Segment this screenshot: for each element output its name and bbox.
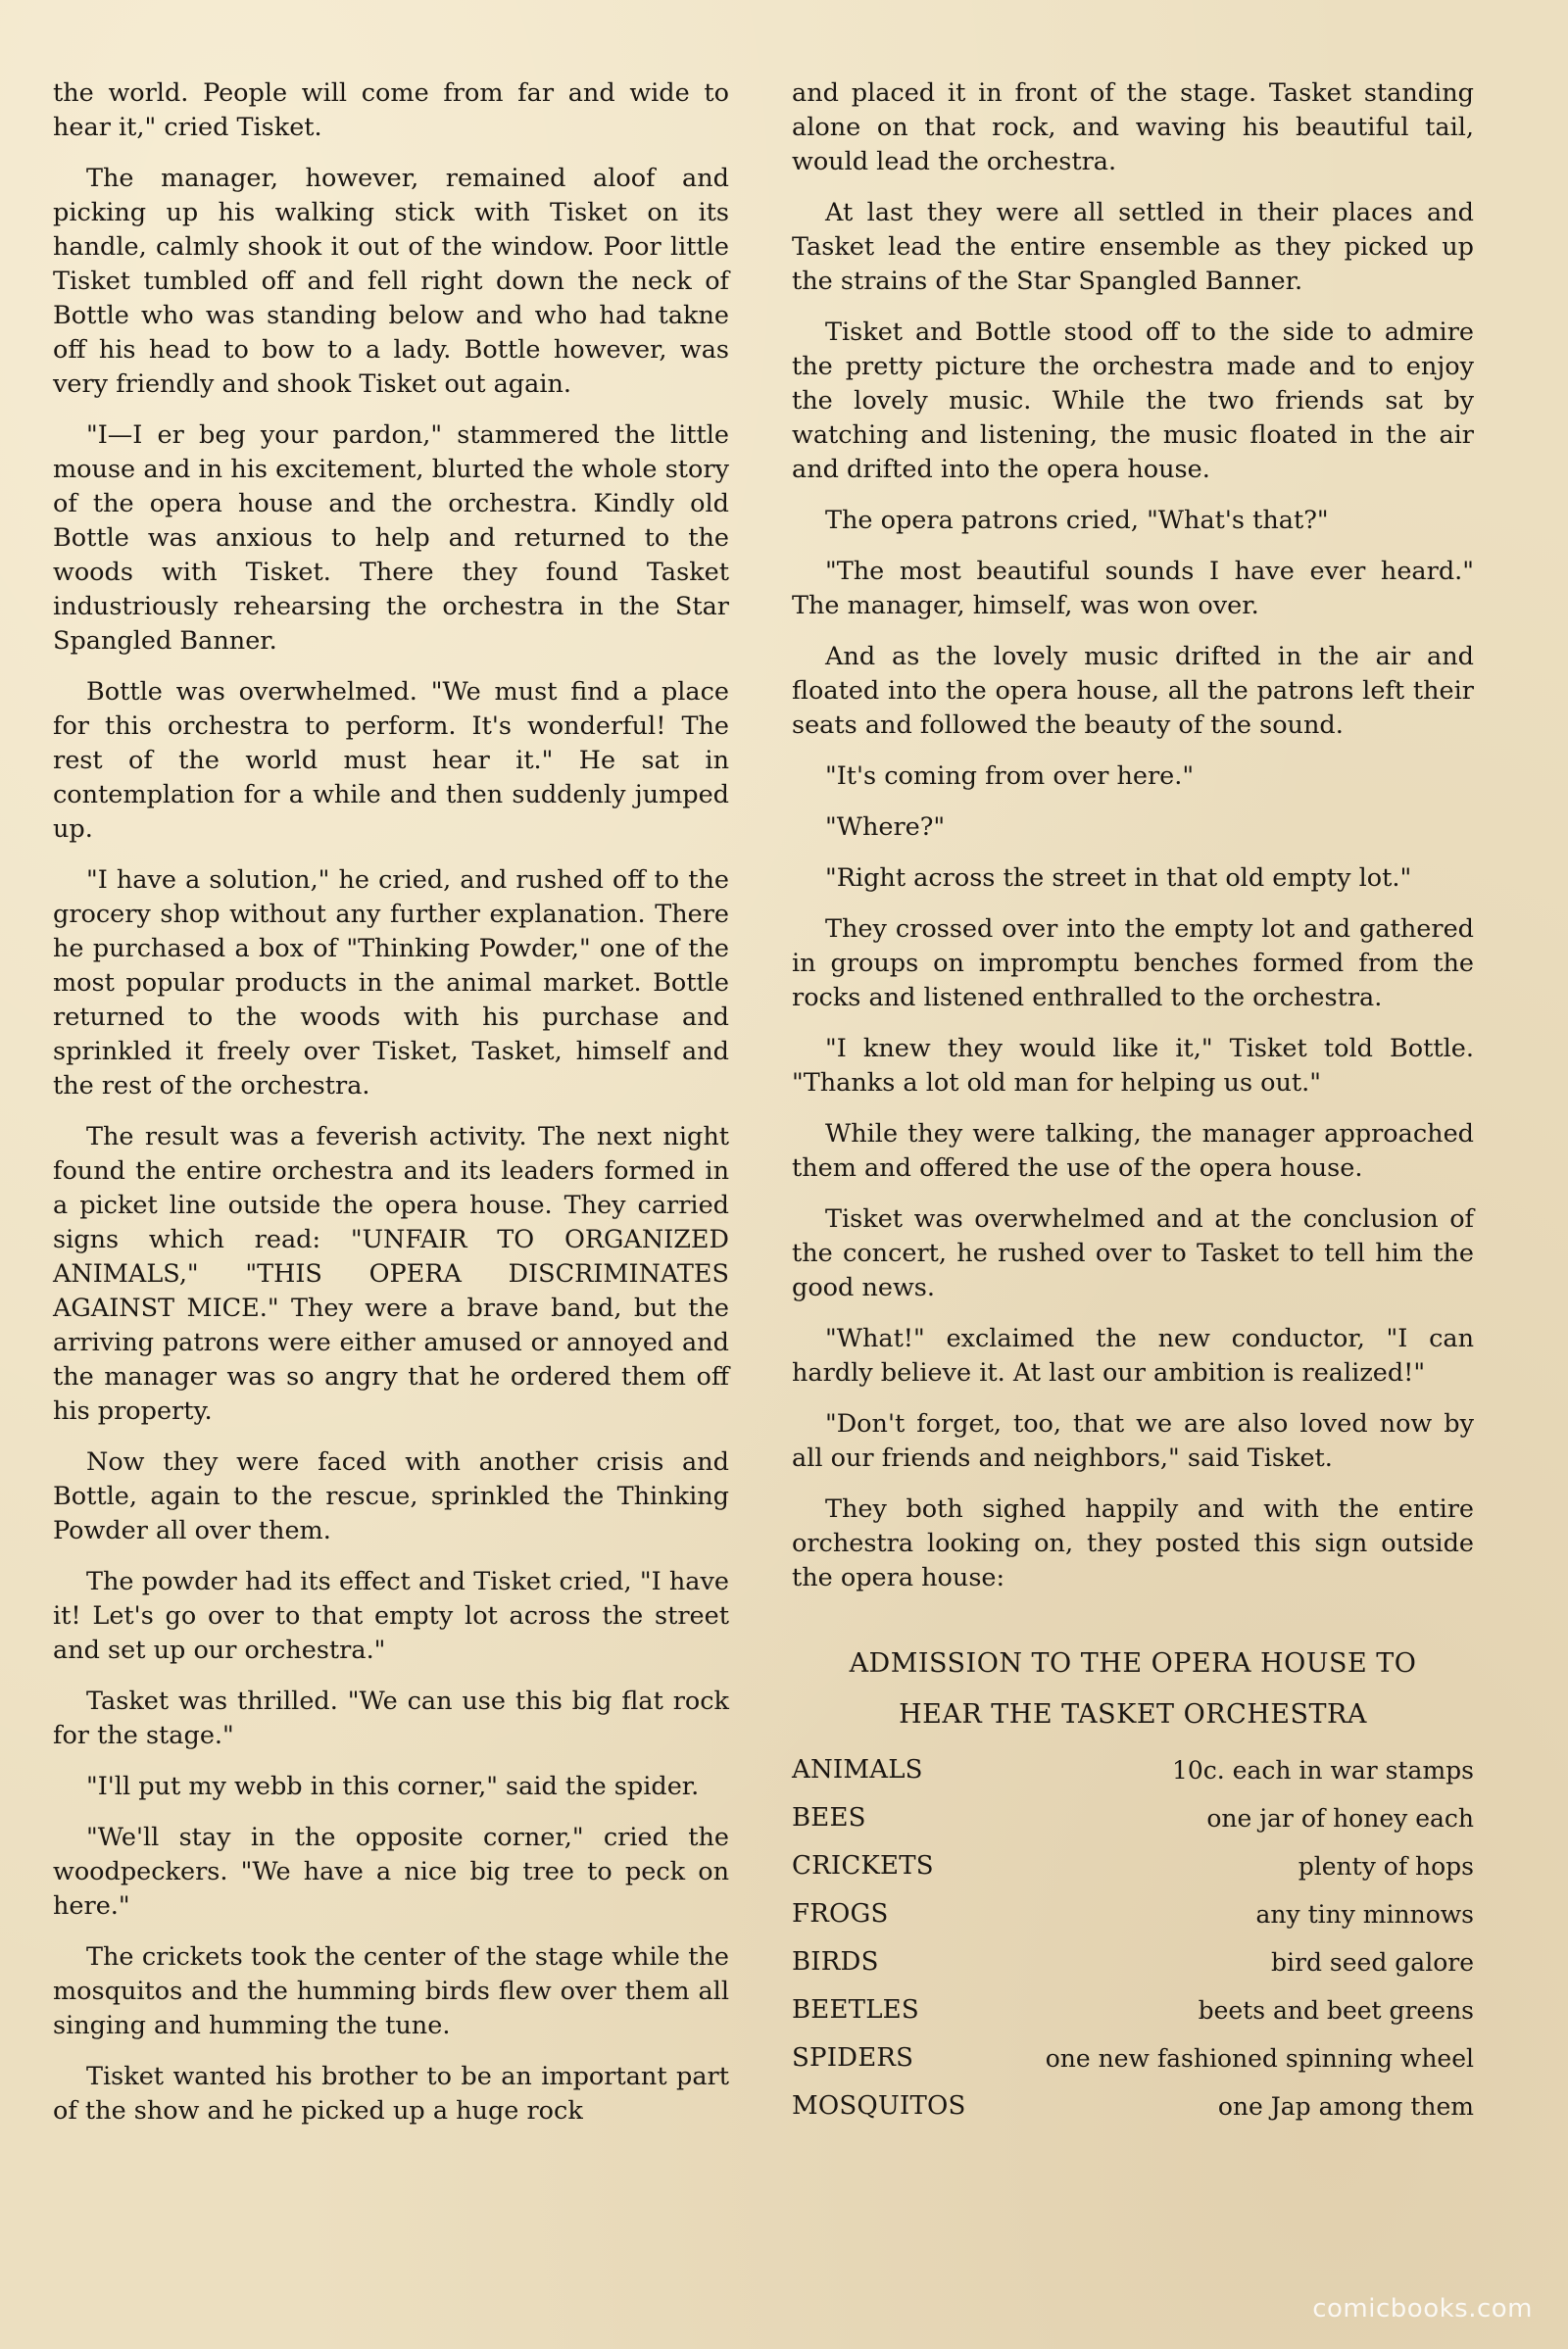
animal-name: SPIDERS — [792, 2043, 914, 2073]
admission-fee-table — [792, 1746, 1474, 2130]
story-paragraph: "I—I er beg your pardon," stammered the little mouse and in his excitement, blurted the whole story of the opera house and the orchestra. Kindly old Bottle was anxious to help and returned to the woods with Tisket. There they found Tasket industriously rehearsing the orchestra in the Star Spangled Banner. — [53, 420, 729, 656]
story-paragraph: Tisket was overwhelmed and at the conclusion of the concert, he rushed over to Tasket to tell him the good news. — [792, 1204, 1474, 1302]
animal-name: BIRDS — [792, 1947, 879, 1977]
story-paragraph: They crossed over into the empty lot and gathered in groups on impromptu benches formed from the rocks and listened enthralled to the orchestra. — [792, 914, 1474, 1012]
story-paragraph: "I'll put my webb in this corner," said the spider. — [86, 1772, 700, 1801]
table-row — [792, 1842, 1474, 1890]
story-paragraph: At last they were all settled in their places and Tasket lead the entire ensemble as they picked up the strains of the Star Spangled Banner. — [792, 198, 1474, 296]
table-row — [792, 2034, 1474, 2082]
left-text-column — [53, 76, 729, 2145]
story-paragraph: "We'll stay in the opposite corner," cried the woodpeckers. "We have a nice big tree to peck on here." — [53, 1823, 729, 1921]
admission-fee: any tiny minnows — [1255, 1900, 1474, 1929]
story-paragraph: "I knew they would like it," Tisket told Bottle. "Thanks a lot old man for helping us out." — [792, 1034, 1474, 1098]
story-paragraph: Tisket wanted his brother to be an important part of the show and he picked up a huge rock — [53, 2062, 729, 2126]
story-paragraph: "What!" exclaimed the new conductor, "I can hardly believe it. At last our ambition is realized!" — [792, 1324, 1474, 1388]
admission-sign-title-line2: HEAR THE TASKET ORCHESTRA — [899, 1699, 1367, 1730]
admission-sign-title-line1: ADMISSION TO THE OPERA HOUSE TO — [849, 1648, 1417, 1679]
right-text-column — [792, 76, 1474, 2130]
admission-fee: bird seed galore — [1271, 1948, 1474, 1977]
story-paragraph: "I have a solution," he cried, and rushed off to the grocery shop without any further explanation. There he purchased a box of "Thinking Powder," one of the most popular products in the animal market. Bottle returned to the woods with his purchase and sprinkled it freely over Tisket, Tasket, himself and the rest of the orchestra. — [53, 865, 729, 1101]
story-paragraph: They both sighed happily and with the entire orchestra looking on, they posted this sign outside the opera house: — [792, 1494, 1474, 1592]
admission-fee: one new fashioned spinning wheel — [1045, 2044, 1474, 2073]
story-paragraph: The result was a feverish activity. The next night found the entire orchestra and its leaders formed in a picket line outside the opera house. They carried signs which read: "UNFAIR TO ORGANIZED ANIMALS," "THIS OPERA DISCRIMINATES AGAINST MICE." They were a brave band, but the arriving patrons were either amused or annoyed and the manager was so angry that he ordered them off his property. — [53, 1122, 729, 1426]
story-paragraph: "Don't forget, too, that we are also loved now by all our friends and neighbors," said Tisket. — [792, 1409, 1474, 1473]
admission-fee: one Jap among them — [1217, 2092, 1474, 2121]
story-paragraph: "The most beautiful sounds I have ever heard." The manager, himself, was won over. — [792, 557, 1474, 620]
story-paragraph: the world. People will come from far and wide to hear it," cried Tisket. — [53, 78, 729, 142]
table-row — [792, 2082, 1474, 2130]
admission-fee: 10c. each in war stamps — [1171, 1756, 1474, 1785]
animal-name: FROGS — [792, 1899, 889, 1929]
story-paragraph: The opera patrons cried, "What's that?" — [825, 506, 1329, 535]
story-paragraph: The manager, however, remained aloof and picking up his walking stick with Tisket on its handle, calmly shook it out of the window. Poor little Tisket tumbled off and fell right down the neck of Bottle who was standing below and who had takne off his head to bow to a lady. Bottle however, was very friendly and shook Tisket out again. — [53, 164, 729, 399]
admission-fee: plenty of hops — [1298, 1852, 1474, 1881]
table-row — [792, 1746, 1474, 1794]
story-paragraph: "Where?" — [825, 812, 946, 842]
animal-name: MOSQUITOS — [792, 2091, 966, 2121]
story-paragraph: The powder had its effect and Tisket cried, "I have it! Let's go over to that empty lot across the street and set up our orchestra." — [53, 1567, 729, 1665]
admission-fee: beets and beet greens — [1198, 1996, 1474, 2025]
table-row — [792, 1794, 1474, 1842]
animal-name: ANIMALS — [792, 1755, 923, 1785]
story-paragraph: "It's coming from over here." — [825, 761, 1195, 791]
story-paragraph: Now they were faced with another crisis and Bottle, again to the rescue, sprinkled the Thinking Powder all over them. — [53, 1447, 729, 1545]
table-row — [792, 1890, 1474, 1938]
admission-fee: one jar of honey each — [1206, 1804, 1474, 1833]
story-paragraph: And as the lovely music drifted in the air and floated into the opera house, all the patrons left their seats and followed the beauty of the sound. — [792, 642, 1474, 740]
story-paragraph: While they were talking, the manager approached them and offered the use of the opera house. — [792, 1119, 1474, 1183]
animal-name: BEETLES — [792, 1995, 919, 2025]
story-paragraph: and placed it in front of the stage. Tasket standing alone on that rock, and waving his beautiful tail, would lead the orchestra. — [792, 78, 1474, 176]
story-paragraph: The crickets took the center of the stage while the mosquitos and the humming birds flew over them all singing and humming the tune. — [53, 1942, 729, 2040]
story-paragraph: "Right across the street in that old empty lot." — [825, 863, 1412, 893]
story-paragraph: Tasket was thrilled. "We can use this big flat rock for the stage." — [53, 1687, 729, 1750]
animal-name: CRICKETS — [792, 1851, 934, 1881]
story-paragraph: Bottle was overwhelmed. "We must find a place for this orchestra to perform. It's wonderful! The rest of the world must hear it." He sat in contemplation for a while and then suddenly jumped up. — [53, 677, 729, 844]
admission-sign — [792, 1639, 1474, 2130]
table-row — [792, 1986, 1474, 2034]
animal-name: BEES — [792, 1803, 866, 1833]
table-row — [792, 1938, 1474, 1986]
site-watermark: comicbooks.com — [1312, 2294, 1533, 2324]
story-paragraph: Tisket and Bottle stood off to the side to admire the pretty picture the orchestra made and to enjoy the lovely music. While the two friends sat by watching and listening, the music floated in the air and drifted into the opera house. — [792, 318, 1474, 484]
